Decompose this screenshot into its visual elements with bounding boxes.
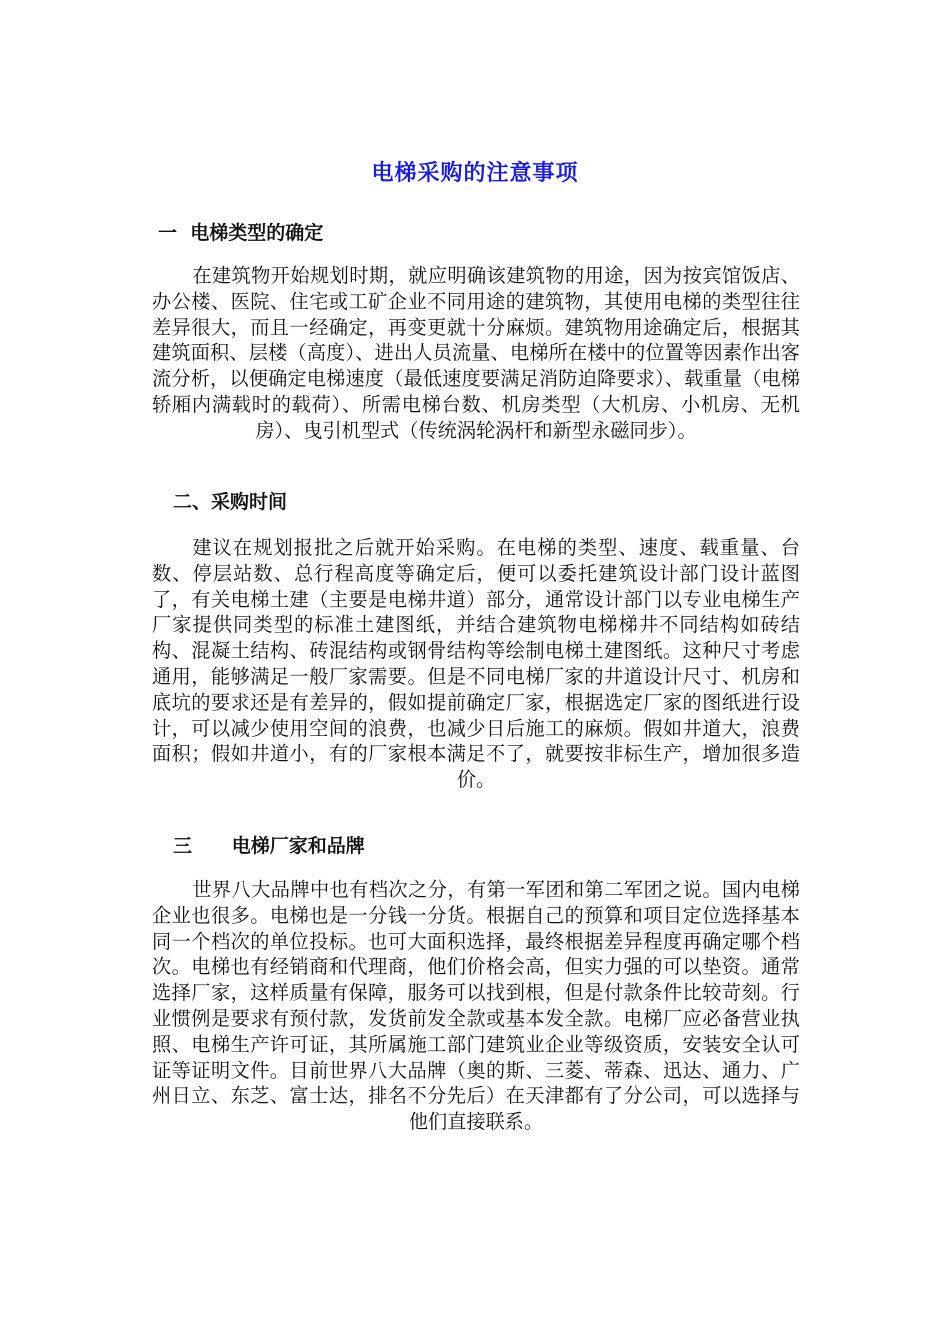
document-title: 电梯采购的注意事项 bbox=[371, 161, 579, 186]
section-body-purchase-time: 建议在规划报批之后就开始采购。在电梯的类型、速度、载重量、台数、停层站数、总行程高度等确定后，便可以委托建筑设计部门设计蓝图了，有关电梯土建（主要是电梯井道）部分，通常设计部门以专业电梯生产厂家提供同类型的标准土建图纸，并结合建筑物电梯梯井不同结构如砖结构、混凝土结构、砖混结构或钢骨结构等绘制电梯土建图纸。这种尺寸考虑通用，能够满足一般厂家需要。但是不同电梯厂家的井道设计尺寸、机房和底坑的要求还是有差异的，假如提前确定厂家，根据选定厂家的图纸进行设计，可以减少使用空间的浪费，也减少日后施工的麻烦。假如井道大，浪费面积；假如井道小，有的厂家根本满足不了，就要按非标生产，增加很多造价。 bbox=[152, 536, 800, 792]
section-heading-manufacturer-brand: 三 电梯厂家和品牌 bbox=[173, 835, 365, 857]
section-heading-purchase-time: 二、采购时间 bbox=[173, 491, 288, 513]
section-body-elevator-type: 在建筑物开始规划时期，就应明确该建筑物的用途，因为按宾馆饭店、办公楼、医院、住宅或工矿企业不同用途的建筑物，其使用电梯的类型往往差异很大，而且一经确定，再变更就十分麻烦。建筑物用途确定后，根据其建筑面积、层楼（高度）、进出人员流量、电梯所在楼中的位置等因素作出客流分析，以便确定电梯速度（最低速度要满足消防迫降要求）、载重量（电梯轿厢内满载时的载荷）、所需电梯台数、机房类型（大机房、小机房、无机房）、曳引机型式（传统涡轮涡杆和新型永磁同步）。 bbox=[152, 264, 800, 442]
section-heading-elevator-type: 一 电梯类型的确定 bbox=[158, 222, 324, 244]
section-body-manufacturer-brand: 世界八大品牌中也有档次之分，有第一军团和第二军团之说。国内电梯企业也很多。电梯也是一分钱一分货。根据自己的预算和项目定位选择基本同一个档次的单位投标。也可大面积选择，最终根据差异程度再确定哪个档次。电梯也有经销商和代理商，他们价格会高，但实力强的可以垫资。通常选择厂家，这样质量有保障，服务可以找到根，但是付款条件比较苛刻。行业惯例是要求有预付款，发货前发全款或基本发全款。电梯厂应必备营业执照、电梯生产许可证，其所属施工部门建筑业企业等级资质，安装安全认可证等证明文件。目前世界八大品牌（奥的斯、三菱、蒂森、迅达、通力、广州日立、东芝、富士达，排名不分先后）在天津都有了分公司，可以选择与他们直接联系。 bbox=[152, 878, 800, 1134]
